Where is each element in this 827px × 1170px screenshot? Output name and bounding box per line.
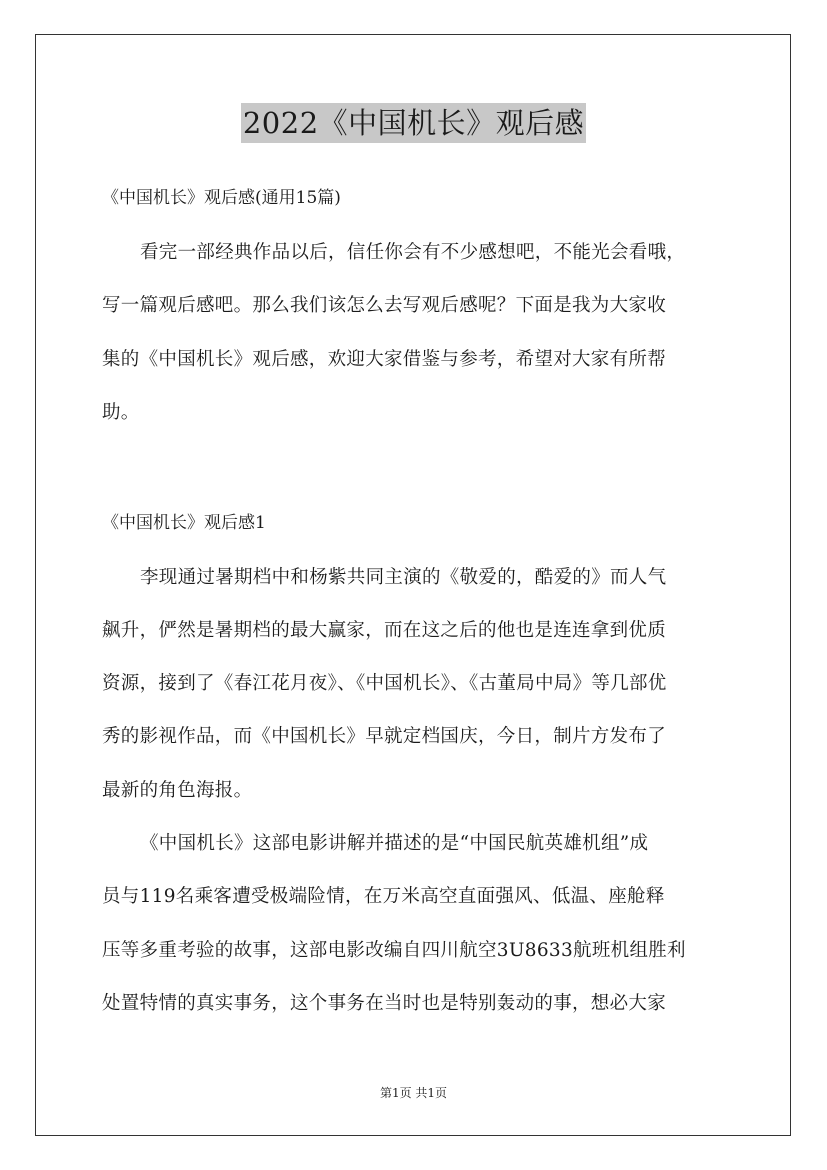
paragraph-line: 秀的影视作品，而《中国机长》早就定档国庆，今日，制片方发布了: [102, 726, 667, 747]
paragraph-line: 最新的角色海报。: [102, 780, 253, 801]
paragraph-line: 李现通过暑期档中和杨紫共同主演的《敬爱的，酷爱的》而人气: [140, 567, 667, 588]
document-subtitle: 《中国机长》观后感(通用15篇): [102, 188, 341, 208]
intro-line: 集的《中国机长》观后感，欢迎大家借鉴与参考，希望对大家有所帮: [102, 349, 667, 370]
paragraph-line: 飙升，俨然是暑期档的最大赢家，而在这之后的他也是连连拿到优质: [102, 620, 667, 641]
paragraph-line: 处置特情的真实事务，这个事务在当时也是特别轰动的事，想必大家: [102, 993, 667, 1014]
paragraph-line: 员与119名乘客遭受极端险情，在万米高空直面强风、低温、座舱释: [102, 886, 665, 907]
intro-line: 助。: [102, 402, 140, 423]
paragraph-line: 《中国机长》这部电影讲解并描述的是“中国民航英雄机组”成: [140, 833, 649, 854]
paragraph-line: 资源，接到了《春江花月夜》、《中国机长》、《古董局中局》等几部优: [102, 673, 667, 694]
page-title: 2022《中国机长》观后感: [241, 103, 586, 143]
section-heading: 《中国机长》观后感1: [102, 513, 266, 533]
intro-line: 写一篇观后感吧。那么我们该怎么去写观后感呢？下面是我为大家收: [102, 295, 667, 316]
title-container: [0, 103, 827, 143]
paragraph-line: 压等多重考验的故事，这部电影改编自四川航空3U8633航班机组胜利: [102, 940, 686, 961]
intro-line: 看完一部经典作品以后，信任你会有不少感想吧，不能光会看哦，: [140, 242, 686, 263]
page-footer: 第1页 共1页: [379, 1086, 448, 1100]
